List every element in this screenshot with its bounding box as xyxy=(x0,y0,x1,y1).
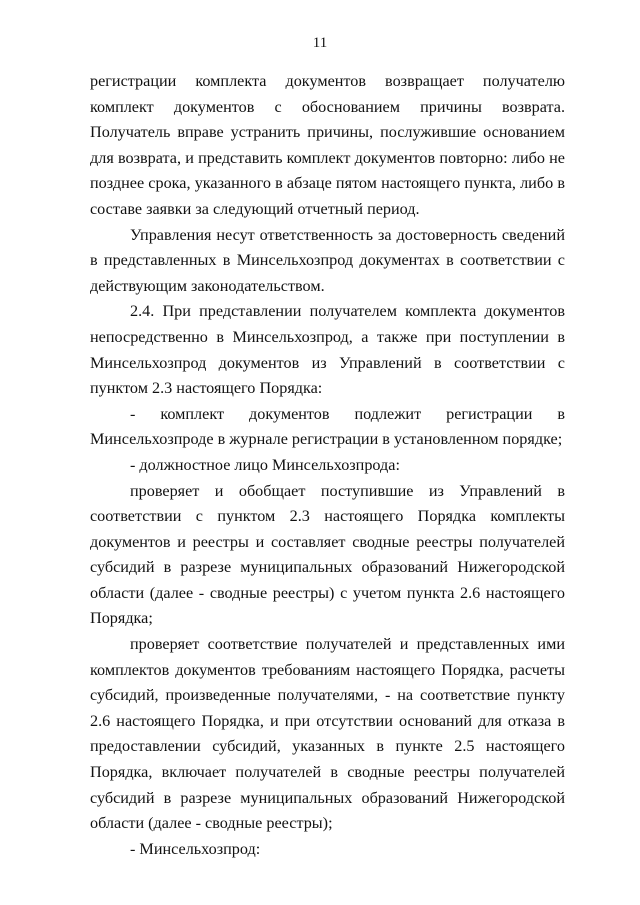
paragraph-7: проверяет соответствие получателей и представленных ими комплектов документов требованиям настоящего Порядка, расчеты субсидий, произведенные получателями, - на соответствие пункту 2.6 настоящего Порядка, и при отсутствии оснований для отказа в предоставлении субсидий, указанных в пункте 2.5 настоящего Порядка, включает получателей в сводные реестры получателей субсидий в разрезе муниципальных образований Нижегородской области (далее - сводные реестры); xyxy=(90,635,565,833)
paragraph-3: 2.4. При представлении получателем комплекта документов непосредственно в Минсельхозпрод, а также при поступлении в Минсельхозпрод документов из Управлений в соответствии с пунктом 2.3 настоящего Порядка: xyxy=(90,302,565,398)
paragraph-4: - комплект документов подлежит регистрации в Минсельхозпроде в журнале регистрации в установленном порядке; xyxy=(90,404,565,449)
page-body xyxy=(90,69,565,862)
paragraph-5: - должностное лицо Минсельхозпрода: xyxy=(130,455,400,474)
page-number: 11 xyxy=(312,35,328,51)
paragraph-1: регистрации комплекта документов возвращает получателю комплект документов с обоснованием причины возврата. Получатель вправе устранить причины, послужившие основанием для возврата, и представить комплект документов повторно: либо не позднее срока, указанного в абзаце пятом настоящего пункта, либо в составе заявки за следующий отчетный период. xyxy=(90,72,565,218)
paragraph-6: проверяет и обобщает поступившие из Управлений в соответствии с пунктом 2.3 настоящего Порядка комплекты документов и реестры и составляет сводные реестры получателей субсидий в разрезе муниципальных образований Нижегородской области (далее - сводные реестры) с учетом пункта 2.6 настоящего Порядка; xyxy=(90,481,565,628)
paragraph-2: Управления несут ответственность за достоверность сведений в представленных в Минсельхозпрод документах в соответствии с действующим законодательством. xyxy=(90,225,565,295)
paragraph-8: - Минсельхозпрод: xyxy=(130,839,261,858)
